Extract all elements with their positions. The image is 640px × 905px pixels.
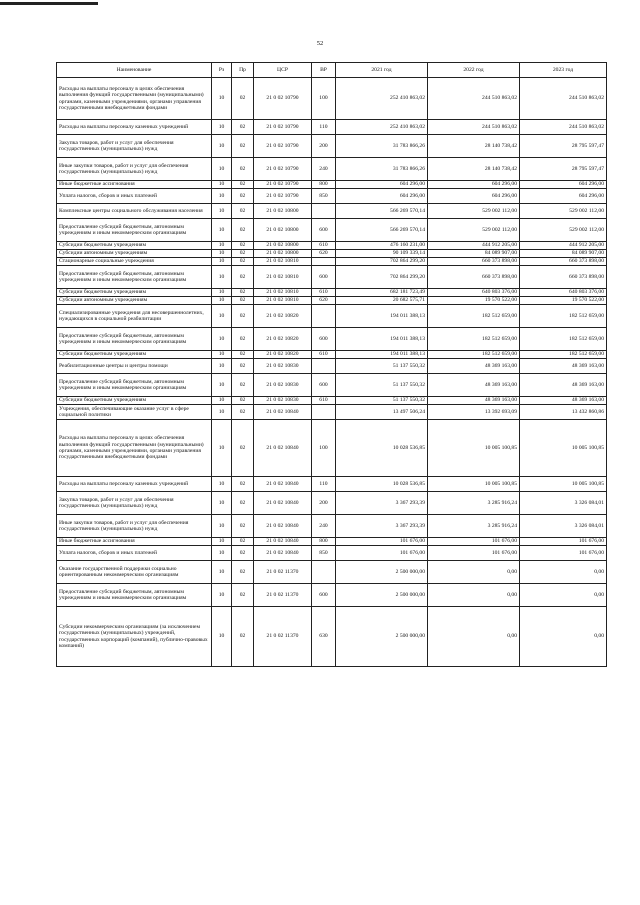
cell-rz: 10 [212, 258, 232, 266]
table-row [57, 78, 607, 120]
cell-name: Предоставление субсидий бюджетным, автономным учреждениям и иным некоммерческим организациям [57, 328, 212, 351]
table-row [57, 492, 607, 515]
cell-2022: 10 005 100,85 [428, 420, 520, 477]
table-row [57, 266, 607, 289]
table-row [57, 158, 607, 181]
cell-2022: 0,00 [428, 584, 520, 607]
cell-2023: 101 676,00 [520, 546, 607, 561]
table-row [57, 289, 607, 297]
cell-vr: 600 [312, 266, 336, 289]
cell-rz: 10 [212, 189, 232, 204]
cell-name: Иные закупки товаров, работ и услуг для обеспечения государственных (муниципальных) нужд [57, 158, 212, 181]
cell-csr: 21 0 02 10800 [254, 204, 312, 219]
cell-csr: 21 0 02 10790 [254, 158, 312, 181]
cell-2023: 28 795 597,47 [520, 158, 607, 181]
cell-2022: 3 285 916,24 [428, 515, 520, 538]
cell-csr: 21 0 02 10820 [254, 328, 312, 351]
cell-pr: 02 [232, 374, 254, 397]
cell-2022: 182 512 659,00 [428, 305, 520, 328]
cell-pr: 02 [232, 538, 254, 546]
header-2023: 2023 год [520, 63, 607, 78]
cell-2021: 194 011 388,13 [336, 328, 428, 351]
cell-pr: 02 [232, 189, 254, 204]
cell-vr: 200 [312, 135, 336, 158]
cell-vr: 600 [312, 219, 336, 242]
cell-rz: 10 [212, 374, 232, 397]
cell-csr: 21 0 02 10840 [254, 546, 312, 561]
cell-rz: 10 [212, 204, 232, 219]
cell-csr: 21 0 02 10840 [254, 492, 312, 515]
cell-csr: 21 0 02 10810 [254, 297, 312, 305]
cell-2023: 244 510 863,02 [520, 120, 607, 135]
cell-2021: 2 500 000,00 [336, 561, 428, 584]
header-2021: 2021 год [336, 63, 428, 78]
cell-name: Закупка товаров, работ и услуг для обеспечения государственных (муниципальных) нужд [57, 135, 212, 158]
cell-name: Иные бюджетные ассигнования [57, 181, 212, 189]
cell-pr: 02 [232, 397, 254, 405]
table-row [57, 538, 607, 546]
cell-name: Субсидии бюджетным учреждениям [57, 242, 212, 250]
cell-csr: 21 0 02 10840 [254, 515, 312, 538]
cell-2022: 182 512 659,00 [428, 351, 520, 359]
cell-2022: 444 912 205,00 [428, 242, 520, 250]
cell-2023: 19 570 522,00 [520, 297, 607, 305]
cell-2022: 3 285 916,24 [428, 492, 520, 515]
header-pr: Пр [232, 63, 254, 78]
cell-2023: 0,00 [520, 607, 607, 667]
cell-rz: 10 [212, 359, 232, 374]
cell-name: Предоставление субсидий бюджетным, автономным учреждениям и иным некоммерческим организациям [57, 584, 212, 607]
table-row [57, 181, 607, 189]
cell-csr: 21 0 02 10840 [254, 420, 312, 477]
cell-2021: 51 137 550,32 [336, 359, 428, 374]
cell-pr: 02 [232, 546, 254, 561]
cell-pr: 02 [232, 607, 254, 667]
cell-csr: 21 0 02 10790 [254, 189, 312, 204]
table-row [57, 242, 607, 250]
cell-2021: 31 783 866,26 [336, 158, 428, 181]
cell-name: Иные бюджетные ассигнования [57, 538, 212, 546]
cell-name: Субсидии бюджетным учреждениям [57, 351, 212, 359]
cell-vr: 200 [312, 492, 336, 515]
cell-pr: 02 [232, 420, 254, 477]
cell-2022: 604 296,00 [428, 181, 520, 189]
cell-2022: 48 369 163,00 [428, 374, 520, 397]
cell-pr: 02 [232, 492, 254, 515]
cell-2023: 10 005 100,85 [520, 420, 607, 477]
cell-vr: 610 [312, 397, 336, 405]
cell-name: Специализированные учреждения для несовершеннолетних, нуждающихся в социальной реабилитации [57, 305, 212, 328]
table-row [57, 204, 607, 219]
cell-pr: 02 [232, 250, 254, 258]
cell-vr [312, 204, 336, 219]
cell-rz: 10 [212, 242, 232, 250]
cell-vr: 240 [312, 515, 336, 538]
cell-2022: 101 676,00 [428, 546, 520, 561]
cell-2021: 2 500 000,00 [336, 584, 428, 607]
cell-vr: 610 [312, 289, 336, 297]
cell-2022: 244 510 863,02 [428, 120, 520, 135]
cell-2022: 84 089 907,00 [428, 250, 520, 258]
cell-vr [312, 258, 336, 266]
cell-rz: 10 [212, 420, 232, 477]
cell-2023: 604 296,00 [520, 189, 607, 204]
cell-2022: 660 373 898,00 [428, 266, 520, 289]
cell-rz: 10 [212, 351, 232, 359]
cell-2021: 702 864 299,20 [336, 258, 428, 266]
cell-2021: 13 497 506,24 [336, 405, 428, 420]
cell-2022: 604 296,00 [428, 189, 520, 204]
cell-vr: 610 [312, 242, 336, 250]
cell-csr: 21 0 02 10820 [254, 305, 312, 328]
cell-rz: 10 [212, 538, 232, 546]
cell-pr: 02 [232, 181, 254, 189]
cell-pr: 02 [232, 204, 254, 219]
cell-pr: 02 [232, 289, 254, 297]
cell-2022: 48 369 163,00 [428, 397, 520, 405]
cell-2023: 660 373 898,00 [520, 266, 607, 289]
cell-2023: 101 676,00 [520, 538, 607, 546]
cell-rz: 10 [212, 181, 232, 189]
cell-2021: 252 410 863,02 [336, 78, 428, 120]
cell-csr: 21 0 02 11370 [254, 561, 312, 584]
table-row [57, 561, 607, 584]
cell-vr: 110 [312, 120, 336, 135]
cell-2023: 3 326 084,01 [520, 515, 607, 538]
cell-rz: 10 [212, 158, 232, 181]
cell-pr: 02 [232, 135, 254, 158]
cell-2023: 48 369 163,00 [520, 374, 607, 397]
cell-name: Уплата налогов, сборов и иных платежей [57, 546, 212, 561]
cell-csr: 21 0 02 10830 [254, 374, 312, 397]
cell-rz: 10 [212, 561, 232, 584]
cell-rz: 10 [212, 78, 232, 120]
cell-rz: 10 [212, 219, 232, 242]
cell-vr: 600 [312, 374, 336, 397]
header-rz: Рз [212, 63, 232, 78]
cell-rz: 10 [212, 135, 232, 158]
table-row [57, 607, 607, 667]
cell-2021: 101 676,00 [336, 538, 428, 546]
cell-name: Субсидии некоммерческим организациям (за исключением государственных (муниципальных) учреждений, государственных корпораций (компаний), публично-правовых компаний) [57, 607, 212, 667]
cell-2023: 604 296,00 [520, 181, 607, 189]
cell-name: Предоставление субсидий бюджетным, автономным учреждениям и иным некоммерческим организациям [57, 374, 212, 397]
cell-2023: 84 089 907,00 [520, 250, 607, 258]
cell-csr: 21 0 02 10810 [254, 258, 312, 266]
cell-2021: 702 864 299,20 [336, 266, 428, 289]
cell-rz: 10 [212, 607, 232, 667]
table-row [57, 420, 607, 477]
cell-name: Субсидии автономным учреждениям [57, 250, 212, 258]
cell-csr: 21 0 02 10790 [254, 181, 312, 189]
cell-name: Субсидии бюджетным учреждениям [57, 397, 212, 405]
cell-2021: 476 160 231,00 [336, 242, 428, 250]
cell-2023: 529 002 112,00 [520, 204, 607, 219]
cell-rz: 10 [212, 305, 232, 328]
cell-2023: 0,00 [520, 584, 607, 607]
cell-2023: 48 369 163,00 [520, 359, 607, 374]
cell-rz: 10 [212, 405, 232, 420]
cell-csr: 21 0 02 10800 [254, 219, 312, 242]
cell-vr [312, 305, 336, 328]
cell-csr: 21 0 02 10790 [254, 120, 312, 135]
cell-2021: 252 410 863,02 [336, 120, 428, 135]
cell-name: Реабилитационные центры и центры помощи [57, 359, 212, 374]
page-number: 52 [316, 40, 324, 47]
cell-pr: 02 [232, 219, 254, 242]
cell-name: Расходы на выплаты персоналу казенных учреждений [57, 120, 212, 135]
cell-2023: 182 512 659,00 [520, 328, 607, 351]
cell-2023: 182 512 659,00 [520, 305, 607, 328]
cell-rz: 10 [212, 266, 232, 289]
cell-rz: 10 [212, 289, 232, 297]
cell-vr [312, 405, 336, 420]
cell-2021: 51 137 550,32 [336, 374, 428, 397]
cell-2022: 19 570 522,00 [428, 297, 520, 305]
cell-name: Комплексные центры социального обслуживания населения [57, 204, 212, 219]
cell-pr: 02 [232, 351, 254, 359]
cell-2021: 2 500 000,00 [336, 607, 428, 667]
table-row [57, 405, 607, 420]
cell-vr: 850 [312, 189, 336, 204]
cell-pr: 02 [232, 584, 254, 607]
cell-csr: 21 0 02 10830 [254, 359, 312, 374]
cell-csr: 21 0 02 10820 [254, 351, 312, 359]
cell-2023: 28 795 597,47 [520, 135, 607, 158]
cell-rz: 10 [212, 492, 232, 515]
cell-2023: 529 002 112,00 [520, 219, 607, 242]
cell-csr: 21 0 02 10840 [254, 405, 312, 420]
cell-2023: 244 510 863,02 [520, 78, 607, 120]
cell-rz: 10 [212, 250, 232, 258]
table-row [57, 359, 607, 374]
cell-rz: 10 [212, 397, 232, 405]
cell-vr: 620 [312, 250, 336, 258]
cell-2021: 604 296,00 [336, 189, 428, 204]
cell-pr: 02 [232, 305, 254, 328]
cell-2021: 604 296,00 [336, 181, 428, 189]
cell-vr [312, 359, 336, 374]
cell-2022: 13 392 693,09 [428, 405, 520, 420]
cell-2022: 28 140 738,42 [428, 158, 520, 181]
cell-2021: 566 269 570,14 [336, 204, 428, 219]
cell-vr: 600 [312, 584, 336, 607]
cell-pr: 02 [232, 328, 254, 351]
cell-2021: 101 676,00 [336, 546, 428, 561]
cell-rz: 10 [212, 546, 232, 561]
cell-2021: 20 682 575,71 [336, 297, 428, 305]
cell-rz: 10 [212, 584, 232, 607]
cell-csr: 21 0 02 10810 [254, 266, 312, 289]
cell-name: Расходы на выплаты персоналу в целях обеспечения выполнения функций государственными (муниципальными) органами, казенными учреждениями, органами управления государственными внебюджетными фондами [57, 78, 212, 120]
cell-name: Субсидии бюджетным учреждениям [57, 289, 212, 297]
cell-pr: 02 [232, 158, 254, 181]
cell-2021: 682 181 723,49 [336, 289, 428, 297]
cell-2021: 194 011 388,13 [336, 351, 428, 359]
cell-2023: 48 369 163,00 [520, 397, 607, 405]
cell-2022: 0,00 [428, 561, 520, 584]
table-row [57, 258, 607, 266]
header-csr: ЦСР [254, 63, 312, 78]
cell-2022: 0,00 [428, 607, 520, 667]
table-row [57, 397, 607, 405]
cell-2021: 566 269 570,14 [336, 219, 428, 242]
cell-2022: 101 676,00 [428, 538, 520, 546]
cell-csr: 21 0 02 10800 [254, 242, 312, 250]
cell-vr: 850 [312, 546, 336, 561]
cell-rz: 10 [212, 515, 232, 538]
table-row [57, 250, 607, 258]
cell-2023: 182 512 659,00 [520, 351, 607, 359]
cell-2022: 529 002 112,00 [428, 219, 520, 242]
cell-pr: 02 [232, 561, 254, 584]
cell-2022: 28 140 738,42 [428, 135, 520, 158]
cell-vr: 110 [312, 477, 336, 492]
cell-pr: 02 [232, 477, 254, 492]
cell-2022: 182 512 659,00 [428, 328, 520, 351]
cell-2023: 10 005 100,85 [520, 477, 607, 492]
cell-name: Иные закупки товаров, работ и услуг для обеспечения государственных (муниципальных) нужд [57, 515, 212, 538]
cell-vr: 620 [312, 297, 336, 305]
cell-pr: 02 [232, 120, 254, 135]
cell-2021: 90 109 339,14 [336, 250, 428, 258]
table-row [57, 219, 607, 242]
cell-2021: 51 137 550,32 [336, 397, 428, 405]
cell-rz: 10 [212, 120, 232, 135]
cell-csr: 21 0 02 11370 [254, 584, 312, 607]
cell-csr: 21 0 02 10790 [254, 135, 312, 158]
cell-pr: 02 [232, 515, 254, 538]
cell-2023: 660 373 898,00 [520, 258, 607, 266]
cell-2021: 10 028 536,85 [336, 420, 428, 477]
cell-csr: 21 0 02 10800 [254, 250, 312, 258]
cell-pr: 02 [232, 266, 254, 289]
cell-vr: 800 [312, 538, 336, 546]
cell-2022: 244 510 863,02 [428, 78, 520, 120]
cell-pr: 02 [232, 297, 254, 305]
cell-2021: 3 367 293,39 [336, 515, 428, 538]
table-row [57, 546, 607, 561]
cell-rz: 10 [212, 477, 232, 492]
header-2022: 2022 год [428, 63, 520, 78]
cell-csr: 21 0 02 11370 [254, 607, 312, 667]
table-row [57, 515, 607, 538]
cell-2022: 529 002 112,00 [428, 204, 520, 219]
cell-pr: 02 [232, 258, 254, 266]
cell-vr: 610 [312, 351, 336, 359]
table-row [57, 135, 607, 158]
header-name: Наименование [57, 63, 212, 78]
cell-2022: 660 373 898,00 [428, 258, 520, 266]
cell-name: Предоставление субсидий бюджетным, автономным учреждениям и иным некоммерческим организациям [57, 266, 212, 289]
cell-name: Стационарные социальные учреждения [57, 258, 212, 266]
table-row [57, 328, 607, 351]
cell-pr: 02 [232, 405, 254, 420]
cell-csr: 21 0 02 10830 [254, 397, 312, 405]
cell-name: Оказание государственной поддержки социально ориентированным некоммерческим организациям [57, 561, 212, 584]
cell-2023: 444 912 205,00 [520, 242, 607, 250]
cell-rz: 10 [212, 297, 232, 305]
cell-name: Расходы на выплаты персоналу казенных учреждений [57, 477, 212, 492]
cell-2021: 31 783 866,26 [336, 135, 428, 158]
table-row [57, 297, 607, 305]
cell-csr: 21 0 02 10840 [254, 538, 312, 546]
table-row [57, 189, 607, 204]
cell-2022: 48 369 163,00 [428, 359, 520, 374]
table-row [57, 374, 607, 397]
cell-vr: 240 [312, 158, 336, 181]
cell-rz: 10 [212, 328, 232, 351]
cell-2022: 640 803 376,00 [428, 289, 520, 297]
cell-vr [312, 561, 336, 584]
cell-vr: 630 [312, 607, 336, 667]
table-header-row [57, 63, 607, 78]
cell-2023: 0,00 [520, 561, 607, 584]
table-row [57, 351, 607, 359]
cell-2023: 640 803 376,00 [520, 289, 607, 297]
budget-table [56, 62, 607, 667]
table-row [57, 120, 607, 135]
cell-csr: 21 0 02 10810 [254, 289, 312, 297]
cell-name: Учреждения, обеспечивающие оказание услуг в сфере социальной политики [57, 405, 212, 420]
cell-name: Субсидии автономным учреждениям [57, 297, 212, 305]
cell-2021: 3 367 293,39 [336, 492, 428, 515]
cell-2023: 3 326 084,01 [520, 492, 607, 515]
cell-vr: 600 [312, 328, 336, 351]
table-row [57, 584, 607, 607]
cell-csr: 21 0 02 10840 [254, 477, 312, 492]
table-row [57, 305, 607, 328]
scan-edge-mark [0, 2, 98, 5]
cell-2023: 13 432 860,86 [520, 405, 607, 420]
cell-vr: 800 [312, 181, 336, 189]
cell-name: Закупка товаров, работ и услуг для обеспечения государственных (муниципальных) нужд [57, 492, 212, 515]
cell-pr: 02 [232, 359, 254, 374]
cell-name: Предоставление субсидий бюджетным, автономным учреждениям и иным некоммерческим организациям [57, 219, 212, 242]
cell-2021: 10 028 536,85 [336, 477, 428, 492]
cell-2021: 194 011 388,13 [336, 305, 428, 328]
cell-vr: 100 [312, 420, 336, 477]
table-row [57, 477, 607, 492]
cell-csr: 21 0 02 10790 [254, 78, 312, 120]
cell-vr: 100 [312, 78, 336, 120]
cell-pr: 02 [232, 242, 254, 250]
cell-name: Расходы на выплаты персоналу в целях обеспечения выполнения функций государственными (муниципальными) органами, казенными учреждениями, органами управления государственными внебюджетными фондами [57, 420, 212, 477]
cell-name: Уплата налогов, сборов и иных платежей [57, 189, 212, 204]
cell-pr: 02 [232, 78, 254, 120]
cell-2022: 10 005 100,85 [428, 477, 520, 492]
header-vr: ВР [312, 63, 336, 78]
